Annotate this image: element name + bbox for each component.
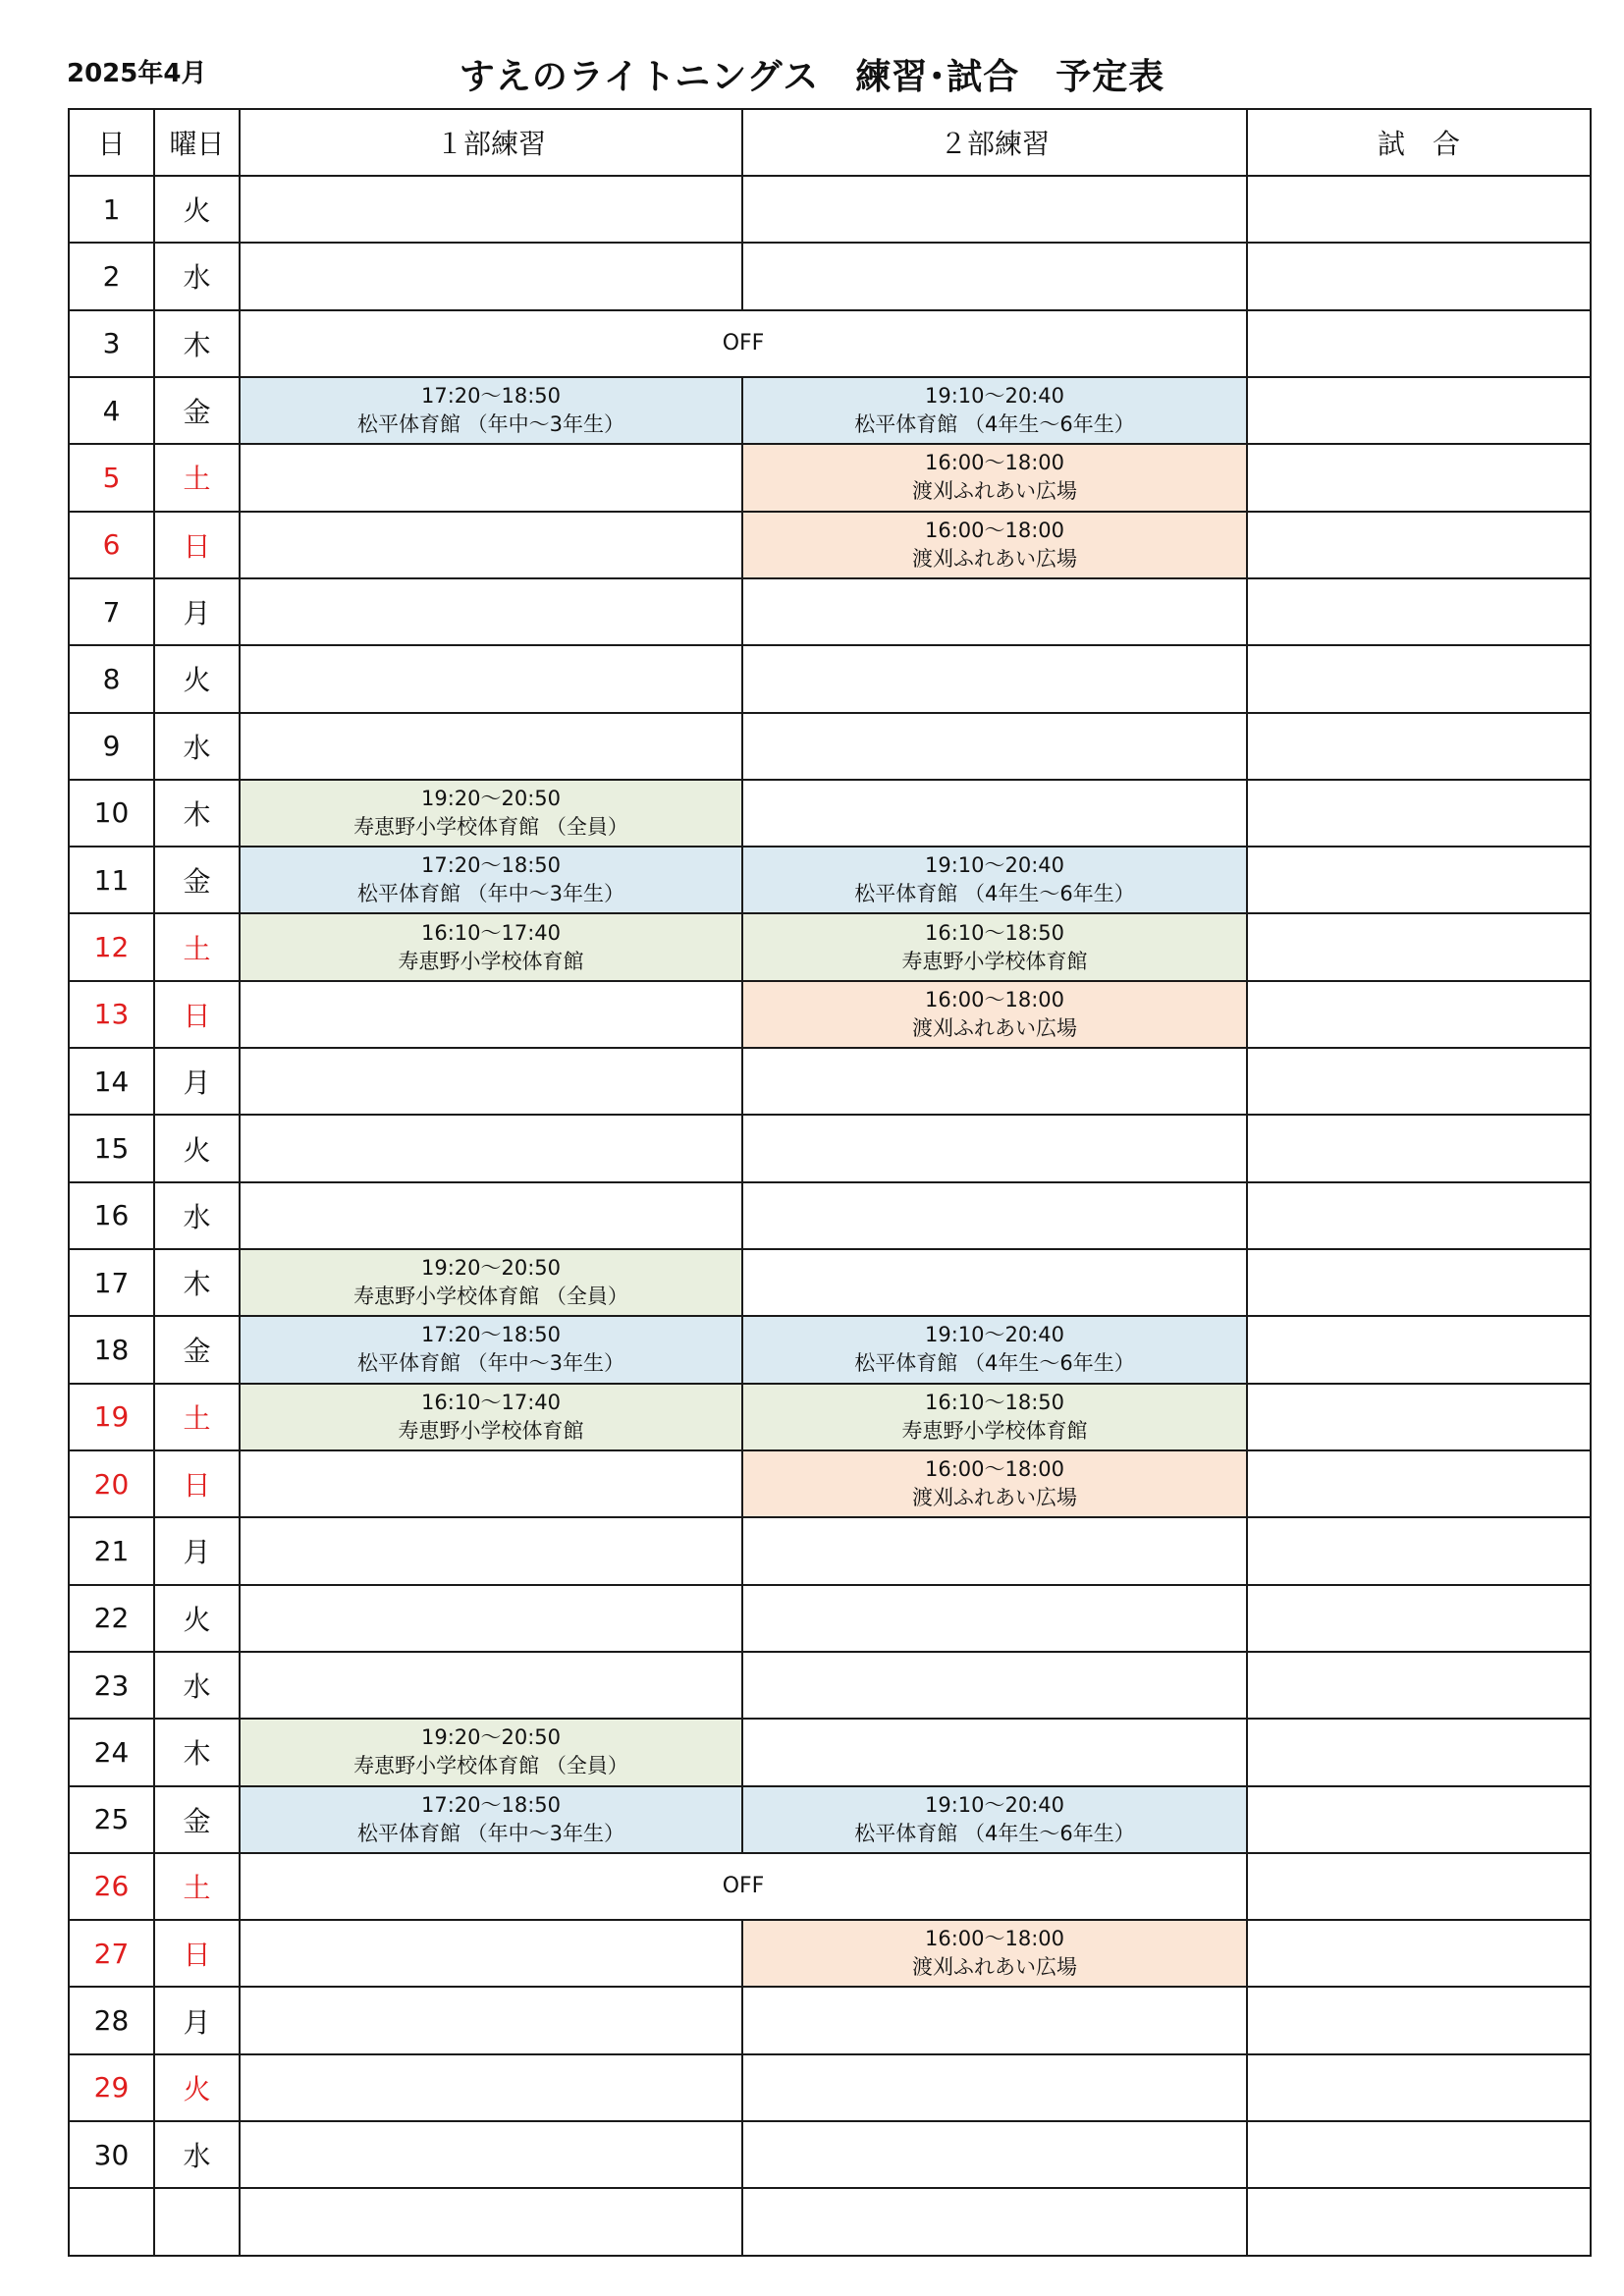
match-cell: [1247, 780, 1591, 847]
day-cell: 12: [69, 913, 154, 980]
table-row: [69, 981, 1591, 1048]
table-row: [69, 444, 1591, 511]
match-cell: [1247, 1517, 1591, 1584]
part2-place: 寿恵野小学校体育館: [901, 949, 1088, 973]
weekday-cell: 金: [154, 847, 240, 913]
day-cell: 25: [69, 1786, 154, 1853]
part2-time: 19:10～20:40: [924, 384, 1065, 409]
weekday-cell: 金: [154, 1786, 240, 1853]
weekday-cell: 水: [154, 713, 240, 780]
day-cell: 15: [69, 1115, 154, 1181]
day-cell: 6: [69, 512, 154, 578]
table-row: [69, 2121, 1591, 2188]
table-row: [69, 1853, 1591, 1920]
table-row: [69, 1920, 1591, 1987]
match-cell: [1247, 1115, 1591, 1181]
part2-time: 16:00～18:00: [924, 451, 1065, 475]
part1-cell: [240, 1048, 742, 1115]
day-cell: 5: [69, 444, 154, 511]
part1-cell: [240, 981, 742, 1048]
part1-cell: [240, 1384, 742, 1450]
weekday-cell: 水: [154, 2121, 240, 2188]
match-cell: [1247, 1249, 1591, 1316]
part2-place: 松平体育館 （4年生～6年生）: [854, 1821, 1135, 1845]
table-row: [69, 310, 1591, 377]
part2-cell: [742, 2188, 1247, 2256]
day-cell: 28: [69, 1987, 154, 2053]
part1-time: 17:20～18:50: [420, 384, 562, 409]
table-row: [69, 1450, 1591, 1517]
part1-cell: [240, 243, 742, 309]
part2-cell: [742, 1450, 1247, 1517]
part1-cell: [240, 1115, 742, 1181]
table-row: [69, 1786, 1591, 1853]
weekday-cell: 水: [154, 1652, 240, 1719]
part2-cell: [742, 377, 1247, 444]
part1-place: 寿恵野小学校体育館 （全員）: [353, 1285, 628, 1309]
part2-place: 松平体育館 （4年生～6年生）: [854, 1351, 1135, 1376]
part1-cell: [240, 1182, 742, 1249]
part2-place: 寿恵野小学校体育館: [901, 1418, 1088, 1443]
match-cell: [1247, 913, 1591, 980]
weekday-cell: 金: [154, 377, 240, 444]
table-row: [69, 1316, 1591, 1383]
weekday-cell: 木: [154, 310, 240, 377]
match-cell: [1247, 2121, 1591, 2188]
part1-cell: [240, 645, 742, 712]
table-row: [69, 913, 1591, 980]
match-cell: [1247, 2188, 1591, 2256]
day-cell: 19: [69, 1384, 154, 1450]
day-cell: 1: [69, 176, 154, 243]
part2-cell: [742, 981, 1247, 1048]
part2-time: 16:00～18:00: [924, 1927, 1065, 1951]
off-cell: OFF: [240, 310, 1247, 377]
part2-cell: [742, 243, 1247, 309]
match-cell: [1247, 1652, 1591, 1719]
weekday-cell: 火: [154, 2054, 240, 2121]
part2-time: 19:10～20:40: [924, 853, 1065, 878]
part2-place: 松平体育館 （4年生～6年生）: [854, 882, 1135, 906]
part1-time: 16:10～17:40: [420, 1390, 562, 1414]
header-weekday: 曜日: [154, 109, 240, 176]
part1-cell: [240, 1652, 742, 1719]
table-row: [69, 1517, 1591, 1584]
part2-place: 渡刈ふれあい広場: [912, 479, 1077, 504]
table-row: [69, 1987, 1591, 2053]
part1-cell: [240, 578, 742, 645]
part2-cell: [742, 1517, 1247, 1584]
part2-cell: [742, 1384, 1247, 1450]
weekday-cell: 火: [154, 1585, 240, 1652]
part1-cell: [240, 1987, 742, 2053]
part1-place: 寿恵野小学校体育館 （全員）: [353, 1754, 628, 1778]
day-cell: 24: [69, 1719, 154, 1785]
day-cell: 13: [69, 981, 154, 1048]
part2-time: 19:10～20:40: [924, 1323, 1065, 1347]
weekday-cell: 火: [154, 645, 240, 712]
weekday-cell: 金: [154, 1316, 240, 1383]
day-cell: 11: [69, 847, 154, 913]
part2-cell: [742, 2054, 1247, 2121]
part1-time: 16:10～17:40: [420, 920, 562, 945]
part1-place: 松平体育館 （年中～3年生）: [356, 1821, 625, 1845]
month-label: 2025年4月: [67, 59, 207, 88]
off-cell: OFF: [240, 1853, 1247, 1920]
match-cell: [1247, 2054, 1591, 2121]
part2-cell: [742, 1920, 1247, 1987]
header-row: [69, 109, 1591, 176]
day-cell: 2: [69, 243, 154, 309]
part2-cell: [742, 1182, 1247, 1249]
weekday-cell: 月: [154, 1987, 240, 2053]
day-cell: 8: [69, 645, 154, 712]
part1-cell: [240, 713, 742, 780]
day-cell: 23: [69, 1652, 154, 1719]
part1-time: 17:20～18:50: [420, 1792, 562, 1817]
part1-time: 19:20～20:50: [420, 1256, 562, 1281]
table-row: [69, 2054, 1591, 2121]
part2-place: 渡刈ふれあい広場: [912, 1955, 1077, 1980]
weekday-cell: 日: [154, 512, 240, 578]
table-row: [69, 1719, 1591, 1785]
table-row: [69, 1249, 1591, 1316]
part2-cell: [742, 913, 1247, 980]
part2-cell: [742, 1786, 1247, 1853]
match-cell: [1247, 981, 1591, 1048]
part2-time: 16:00～18:00: [924, 518, 1065, 542]
match-cell: [1247, 1786, 1591, 1853]
table-row: [69, 1652, 1591, 1719]
part1-cell: [240, 1719, 742, 1785]
part1-cell: [240, 2054, 742, 2121]
table-row: [69, 1048, 1591, 1115]
weekday-cell: [154, 2188, 240, 2256]
part1-cell: [240, 780, 742, 847]
day-cell: 22: [69, 1585, 154, 1652]
part2-place: 渡刈ふれあい広場: [912, 1486, 1077, 1510]
day-cell: 18: [69, 1316, 154, 1383]
weekday-cell: 水: [154, 1182, 240, 1249]
weekday-cell: 土: [154, 913, 240, 980]
part2-cell: [742, 1048, 1247, 1115]
table-row: [69, 645, 1591, 712]
part2-cell: [742, 1987, 1247, 2053]
part2-cell: [742, 176, 1247, 243]
page-title: すえのライトニングス 練習･試合 予定表: [459, 57, 1165, 97]
part2-cell: [742, 1719, 1247, 1785]
part1-time: 19:20～20:50: [420, 1725, 562, 1750]
part2-time: 16:00～18:00: [924, 987, 1065, 1011]
weekday-cell: 水: [154, 243, 240, 309]
weekday-cell: 日: [154, 1920, 240, 1987]
part1-place: 松平体育館 （年中～3年生）: [356, 882, 625, 906]
table-row: [69, 1585, 1591, 1652]
part2-cell: [742, 1115, 1247, 1181]
table-row: [69, 1182, 1591, 1249]
table-row: [69, 578, 1591, 645]
part1-time: 17:20～18:50: [420, 853, 562, 878]
weekday-cell: 月: [154, 1517, 240, 1584]
part2-cell: [742, 578, 1247, 645]
header-part1: １部練習: [240, 109, 742, 176]
table-row: [69, 780, 1591, 847]
match-cell: [1247, 377, 1591, 444]
match-cell: [1247, 1853, 1591, 1920]
weekday-cell: 日: [154, 1450, 240, 1517]
match-cell: [1247, 1719, 1591, 1785]
part1-cell: [240, 2121, 742, 2188]
table-row: [69, 847, 1591, 913]
part1-cell: [240, 913, 742, 980]
table-row: [69, 1115, 1591, 1181]
match-cell: [1247, 1182, 1591, 1249]
header-match: 試 合: [1247, 109, 1591, 176]
match-cell: [1247, 1384, 1591, 1450]
day-cell: 20: [69, 1450, 154, 1517]
day-cell: 10: [69, 780, 154, 847]
match-cell: [1247, 847, 1591, 913]
part2-cell: [742, 713, 1247, 780]
match-cell: [1247, 1920, 1591, 1987]
table-row: [69, 512, 1591, 578]
weekday-cell: 月: [154, 578, 240, 645]
day-cell: 7: [69, 578, 154, 645]
part2-cell: [742, 1585, 1247, 1652]
header-day: 日: [69, 109, 154, 176]
day-cell: 4: [69, 377, 154, 444]
part2-cell: [742, 444, 1247, 511]
weekday-cell: 土: [154, 1384, 240, 1450]
weekday-cell: 木: [154, 780, 240, 847]
day-cell: 17: [69, 1249, 154, 1316]
part2-time: 16:10～18:50: [924, 1390, 1065, 1414]
match-cell: [1247, 243, 1591, 309]
part2-cell: [742, 645, 1247, 712]
table-row: [69, 377, 1591, 444]
day-cell: 30: [69, 2121, 154, 2188]
weekday-cell: 木: [154, 1249, 240, 1316]
day-cell: 14: [69, 1048, 154, 1115]
part2-cell: [742, 2121, 1247, 2188]
part1-cell: [240, 377, 742, 444]
part1-place: 松平体育館 （年中～3年生）: [356, 412, 625, 437]
match-cell: [1247, 645, 1591, 712]
part1-cell: [240, 444, 742, 511]
part1-time: 19:20～20:50: [420, 786, 562, 810]
match-cell: [1247, 1048, 1591, 1115]
part2-cell: [742, 847, 1247, 913]
header-part2: ２部練習: [742, 109, 1247, 176]
part2-cell: [742, 780, 1247, 847]
part1-place: 寿恵野小学校体育館: [398, 949, 584, 973]
match-cell: [1247, 444, 1591, 511]
match-cell: [1247, 310, 1591, 377]
part1-cell: [240, 176, 742, 243]
part1-cell: [240, 2188, 742, 2256]
match-cell: [1247, 1316, 1591, 1383]
table-row: [69, 713, 1591, 780]
match-cell: [1247, 1987, 1591, 2053]
weekday-cell: 土: [154, 444, 240, 511]
part2-cell: [742, 1249, 1247, 1316]
match-cell: [1247, 578, 1591, 645]
part2-time: 16:00～18:00: [924, 1457, 1065, 1482]
day-cell: [69, 2188, 154, 2256]
part2-place: 渡刈ふれあい広場: [912, 546, 1077, 571]
part1-place: 寿恵野小学校体育館: [398, 1418, 584, 1443]
part1-cell: [240, 1786, 742, 1853]
part2-cell: [742, 1316, 1247, 1383]
part1-place: 寿恵野小学校体育館 （全員）: [353, 814, 628, 839]
day-cell: 29: [69, 2054, 154, 2121]
match-cell: [1247, 1585, 1591, 1652]
part1-cell: [240, 1450, 742, 1517]
table-row: [69, 2188, 1591, 2256]
day-cell: 21: [69, 1517, 154, 1584]
match-cell: [1247, 512, 1591, 578]
part2-time: 19:10～20:40: [924, 1792, 1065, 1817]
weekday-cell: 土: [154, 1853, 240, 1920]
weekday-cell: 月: [154, 1048, 240, 1115]
schedule-table: [68, 108, 1592, 2257]
day-cell: 27: [69, 1920, 154, 1987]
part1-cell: [240, 1249, 742, 1316]
part1-cell: [240, 1920, 742, 1987]
part2-cell: [742, 512, 1247, 578]
part1-time: 17:20～18:50: [420, 1323, 562, 1347]
match-cell: [1247, 1450, 1591, 1517]
part2-cell: [742, 1652, 1247, 1719]
part1-cell: [240, 1585, 742, 1652]
table-row: [69, 176, 1591, 243]
match-cell: [1247, 713, 1591, 780]
part1-place: 松平体育館 （年中～3年生）: [356, 1351, 625, 1376]
part1-cell: [240, 512, 742, 578]
part2-place: 渡刈ふれあい広場: [912, 1015, 1077, 1040]
match-cell: [1247, 176, 1591, 243]
weekday-cell: 日: [154, 981, 240, 1048]
weekday-cell: 木: [154, 1719, 240, 1785]
weekday-cell: 火: [154, 1115, 240, 1181]
part2-time: 16:10～18:50: [924, 920, 1065, 945]
part1-cell: [240, 847, 742, 913]
table-row: [69, 1384, 1591, 1450]
part2-place: 松平体育館 （4年生～6年生）: [854, 412, 1135, 437]
part1-cell: [240, 1316, 742, 1383]
part1-cell: [240, 1517, 742, 1584]
day-cell: 16: [69, 1182, 154, 1249]
day-cell: 9: [69, 713, 154, 780]
day-cell: 3: [69, 310, 154, 377]
weekday-cell: 火: [154, 176, 240, 243]
day-cell: 26: [69, 1853, 154, 1920]
table-row: [69, 243, 1591, 309]
